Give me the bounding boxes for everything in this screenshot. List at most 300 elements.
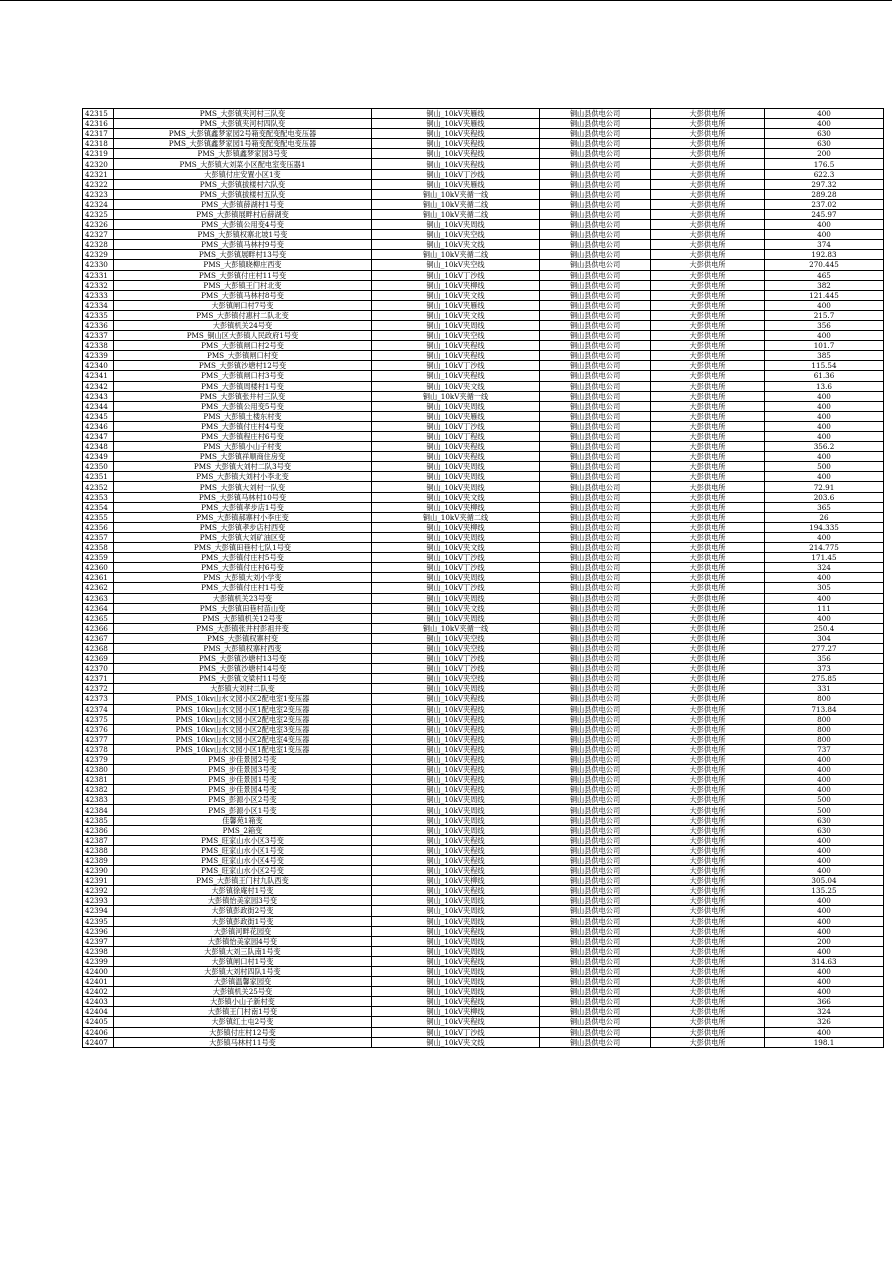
table-row — [83, 109, 884, 119]
transformer-name-cell: PMS_大彭镇孝步店1号变 — [114, 502, 372, 512]
company-cell: 铜山县供电公司 — [540, 876, 651, 886]
station-cell: 大彭供电所 — [651, 563, 765, 573]
station-cell: 大彭供电所 — [651, 260, 765, 270]
capacity-cell: 245.97 — [765, 209, 884, 219]
capacity-cell: 200 — [765, 149, 884, 159]
company-cell: 铜山县供电公司 — [540, 563, 651, 573]
transformer-name-cell: PMS_铜山区大彭镇人民政府1号变 — [114, 331, 372, 341]
line-name-cell: 铜山_10kV夹柳线 — [372, 522, 540, 532]
company-cell: 铜山县供电公司 — [540, 845, 651, 855]
table-row — [83, 906, 884, 916]
station-cell: 大彭供电所 — [651, 220, 765, 230]
transformer-name-cell: PMS_大彭镇沙塘村12号变 — [114, 361, 372, 371]
transformer-name-cell: PMS_大彭镇付庄村4号变 — [114, 421, 372, 431]
transformer-name-cell: PMS_大彭镇祥顺商住房变 — [114, 452, 372, 462]
transformer-name-cell: PMS_大彭镇沙塘村13号变 — [114, 654, 372, 664]
company-cell: 铜山县供电公司 — [540, 775, 651, 785]
line-name-cell: 铜山_10kV夹空线 — [372, 230, 540, 240]
company-cell: 铜山县供电公司 — [540, 674, 651, 684]
table-row — [83, 623, 884, 633]
line-name-cell: 铜山_10kV夹循一线 — [372, 391, 540, 401]
company-cell: 铜山县供电公司 — [540, 714, 651, 724]
capacity-cell: 72.91 — [765, 482, 884, 492]
station-cell: 大彭供电所 — [651, 613, 765, 623]
capacity-cell: 800 — [765, 724, 884, 734]
station-cell: 大彭供电所 — [651, 401, 765, 411]
transformer-name-cell: PMS_大彭镇田巷村七队1号变 — [114, 543, 372, 553]
line-name-cell: 铜山_10kV夹程线 — [372, 159, 540, 169]
capacity-cell: 366 — [765, 997, 884, 1007]
station-cell: 大彭供电所 — [651, 704, 765, 714]
transformer-name-cell: 大彭镇红土屯2号变 — [114, 1017, 372, 1027]
row-id-cell: 42373 — [83, 694, 114, 704]
table-row — [83, 421, 884, 431]
station-cell: 大彭供电所 — [651, 573, 765, 583]
line-name-cell: 铜山_10kV夹程线 — [372, 744, 540, 754]
capacity-cell: 400 — [765, 906, 884, 916]
table-row — [83, 916, 884, 926]
company-cell: 铜山县供电公司 — [540, 825, 651, 835]
row-id-cell: 42405 — [83, 1017, 114, 1027]
row-id-cell: 42352 — [83, 482, 114, 492]
capacity-cell: 356 — [765, 654, 884, 664]
line-name-cell: 铜山_10kV丁沙线 — [372, 421, 540, 431]
transformer-name-cell: 大彭镇怡美家园4号变 — [114, 936, 372, 946]
table-row — [83, 320, 884, 330]
station-cell: 大彭供电所 — [651, 886, 765, 896]
table-row — [83, 391, 884, 401]
transformer-name-cell: PMS_大彭镇沙塘村14号变 — [114, 664, 372, 674]
row-id-cell: 42406 — [83, 1027, 114, 1037]
capacity-cell: 400 — [765, 987, 884, 997]
transformer-name-cell: PMS_大彭镇马林村8号变 — [114, 290, 372, 300]
capacity-cell: 800 — [765, 734, 884, 744]
company-cell: 铜山县供电公司 — [540, 401, 651, 411]
capacity-cell: 400 — [765, 573, 884, 583]
table-row — [83, 371, 884, 381]
line-name-cell: 铜山_10kV夹程线 — [372, 835, 540, 845]
transformer-name-cell: PMS_大彭镇田巷村苗山变 — [114, 603, 372, 613]
transformer-name-cell: PMS_大彭镇权寨村变 — [114, 633, 372, 643]
line-name-cell: 铜山_10kV夹循二线 — [372, 199, 540, 209]
capacity-cell: 215.7 — [765, 310, 884, 320]
row-id-cell: 42362 — [83, 583, 114, 593]
transformer-name-cell: PMS_大彭镇马林村9号变 — [114, 240, 372, 250]
station-cell: 大彭供电所 — [651, 785, 765, 795]
table-row — [83, 462, 884, 472]
row-id-cell: 42361 — [83, 573, 114, 583]
table-row — [83, 805, 884, 815]
station-cell: 大彭供电所 — [651, 1027, 765, 1037]
table-row — [83, 1017, 884, 1027]
line-name-cell: 铜山_10kV夹空线 — [372, 331, 540, 341]
transformer-name-cell: 大彭镇机关23号变 — [114, 593, 372, 603]
station-cell: 大彭供电所 — [651, 916, 765, 926]
line-name-cell: 铜山_10kV夹周线 — [372, 532, 540, 542]
station-cell: 大彭供电所 — [651, 845, 765, 855]
row-id-cell: 42397 — [83, 936, 114, 946]
company-cell: 铜山县供电公司 — [540, 421, 651, 431]
capacity-cell: 400 — [765, 896, 884, 906]
company-cell: 铜山县供电公司 — [540, 532, 651, 542]
row-id-cell: 42337 — [83, 331, 114, 341]
transformer-name-cell: PMS_大彭镇大刘村小李北变 — [114, 472, 372, 482]
station-cell: 大彭供电所 — [651, 906, 765, 916]
company-cell: 铜山县供电公司 — [540, 664, 651, 674]
company-cell: 铜山县供电公司 — [540, 815, 651, 825]
station-cell: 大彭供电所 — [651, 280, 765, 290]
line-name-cell: 铜山_10kV丁沙线 — [372, 361, 540, 371]
company-cell: 铜山县供电公司 — [540, 633, 651, 643]
station-cell: 大彭供电所 — [651, 512, 765, 522]
line-name-cell: 铜山_10kV夹空线 — [372, 674, 540, 684]
transformer-name-cell: 大彭镇河畔花园变 — [114, 926, 372, 936]
station-cell: 大彭供电所 — [651, 320, 765, 330]
row-id-cell: 42333 — [83, 290, 114, 300]
station-cell: 大彭供电所 — [651, 1017, 765, 1027]
line-name-cell: 铜山_10kV夹文线 — [372, 543, 540, 553]
capacity-cell: 277.27 — [765, 643, 884, 653]
capacity-cell: 385 — [765, 351, 884, 361]
capacity-cell: 400 — [765, 835, 884, 845]
table-row — [83, 159, 884, 169]
line-name-cell: 铜山_10kV夹程线 — [372, 351, 540, 361]
station-cell: 大彭供电所 — [651, 603, 765, 613]
line-name-cell: 铜山_10kV夹循一线 — [372, 189, 540, 199]
row-id-cell: 42326 — [83, 220, 114, 230]
table-row — [83, 825, 884, 835]
table-row — [83, 199, 884, 209]
transformer-name-cell: PMS_10kv山水文园小区2配电室3变压器 — [114, 724, 372, 734]
company-cell: 铜山县供电公司 — [540, 341, 651, 351]
table-row — [83, 230, 884, 240]
company-cell: 铜山县供电公司 — [540, 391, 651, 401]
capacity-cell: 630 — [765, 815, 884, 825]
row-id-cell: 42348 — [83, 442, 114, 452]
transformer-name-cell: 大彭镇闸口村7号变 — [114, 300, 372, 310]
table-row — [83, 1027, 884, 1037]
row-id-cell: 42364 — [83, 603, 114, 613]
capacity-cell: 331 — [765, 684, 884, 694]
company-cell: 铜山县供电公司 — [540, 744, 651, 754]
station-cell: 大彭供电所 — [651, 583, 765, 593]
line-name-cell: 铜山_10kV夹程线 — [372, 956, 540, 966]
line-name-cell: 铜山_10kV夹文线 — [372, 310, 540, 320]
table-row — [83, 129, 884, 139]
company-cell: 铜山县供电公司 — [540, 765, 651, 775]
capacity-cell: 275.85 — [765, 674, 884, 684]
line-name-cell: 铜山_10kV夹周线 — [372, 805, 540, 815]
station-cell: 大彭供电所 — [651, 633, 765, 643]
row-id-cell: 42346 — [83, 421, 114, 431]
table-row — [83, 139, 884, 149]
station-cell: 大彭供电所 — [651, 432, 765, 442]
capacity-cell: 400 — [765, 866, 884, 876]
table-row — [83, 220, 884, 230]
table-row — [83, 290, 884, 300]
capacity-cell: 800 — [765, 714, 884, 724]
transformer-name-cell: PMS_大彭镇付惠村二队北变 — [114, 310, 372, 320]
line-name-cell: 铜山_10kV夹程线 — [372, 129, 540, 139]
company-cell: 铜山县供电公司 — [540, 694, 651, 704]
line-name-cell: 铜山_10kV夹循二线 — [372, 209, 540, 219]
table-row — [83, 855, 884, 865]
table-row — [83, 351, 884, 361]
line-name-cell: 铜山_10kV夹循一线 — [372, 623, 540, 633]
line-name-cell: 铜山_10kV夹文线 — [372, 381, 540, 391]
company-cell: 铜山县供电公司 — [540, 926, 651, 936]
row-id-cell: 42383 — [83, 795, 114, 805]
transformer-name-cell: PMS_大彭镇付庄村1号变 — [114, 583, 372, 593]
transformer-name-cell: PMS_大彭镇拔楼村五队变 — [114, 189, 372, 199]
table-row — [83, 643, 884, 653]
company-cell: 铜山县供电公司 — [540, 512, 651, 522]
line-name-cell: 铜山_10kV丁沙线 — [372, 654, 540, 664]
row-id-cell: 42365 — [83, 613, 114, 623]
table-row — [83, 512, 884, 522]
row-id-cell: 42371 — [83, 674, 114, 684]
station-cell: 大彭供电所 — [651, 502, 765, 512]
capacity-cell: 305.04 — [765, 876, 884, 886]
capacity-cell: 61.36 — [765, 371, 884, 381]
company-cell: 铜山县供电公司 — [540, 1017, 651, 1027]
company-cell: 铜山县供电公司 — [540, 805, 651, 815]
line-name-cell: 铜山_10kV夹周线 — [372, 936, 540, 946]
row-id-cell: 42395 — [83, 916, 114, 926]
company-cell: 铜山县供电公司 — [540, 230, 651, 240]
company-cell: 铜山县供电公司 — [540, 331, 651, 341]
table-row — [83, 209, 884, 219]
station-cell: 大彭供电所 — [651, 452, 765, 462]
company-cell: 铜山县供电公司 — [540, 704, 651, 714]
row-id-cell: 42358 — [83, 543, 114, 553]
transformer-name-cell: PMS_大彭镇张井村彭祖井变 — [114, 623, 372, 633]
transformer-name-cell: PMS_大彭镇马林村10号变 — [114, 492, 372, 502]
company-cell: 铜山县供电公司 — [540, 432, 651, 442]
station-cell: 大彭供电所 — [651, 936, 765, 946]
table-row — [83, 250, 884, 260]
company-cell: 铜山县供电公司 — [540, 139, 651, 149]
row-id-cell: 42369 — [83, 654, 114, 664]
line-name-cell: 铜山_10kV夹循二线 — [372, 512, 540, 522]
capacity-cell: 400 — [765, 926, 884, 936]
capacity-cell: 400 — [765, 331, 884, 341]
station-cell: 大彭供电所 — [651, 744, 765, 754]
station-cell: 大彭供电所 — [651, 664, 765, 674]
row-id-cell: 42407 — [83, 1037, 114, 1047]
row-id-cell: 42360 — [83, 563, 114, 573]
row-id-cell: 42401 — [83, 977, 114, 987]
station-cell: 大彭供电所 — [651, 835, 765, 845]
row-id-cell: 42394 — [83, 906, 114, 916]
row-id-cell: 42402 — [83, 987, 114, 997]
row-id-cell: 42404 — [83, 1007, 114, 1017]
company-cell: 铜山县供电公司 — [540, 189, 651, 199]
station-cell: 大彭供电所 — [651, 532, 765, 542]
table-row — [83, 785, 884, 795]
row-id-cell: 42332 — [83, 280, 114, 290]
transformer-name-cell: PMS_大彭镇权寨北坡1号变 — [114, 230, 372, 240]
transformer-name-cell: 大彭镇闸口村1号变 — [114, 956, 372, 966]
capacity-cell: 194.335 — [765, 522, 884, 532]
transformer-name-cell: PMS_大彭镇机关12号变 — [114, 613, 372, 623]
table-row — [83, 169, 884, 179]
transformer-name-cell: 大彭镇大刘村四队1号变 — [114, 966, 372, 976]
row-id-cell: 42329 — [83, 250, 114, 260]
transformer-name-cell: PMS_大彭镇文梁村11号变 — [114, 674, 372, 684]
row-id-cell: 42322 — [83, 179, 114, 189]
line-name-cell: 铜山_10kV夹程线 — [372, 371, 540, 381]
transformer-name-cell: 大彭镇温馨家园变 — [114, 977, 372, 987]
company-cell: 铜山县供电公司 — [540, 654, 651, 664]
line-name-cell: 铜山_10kV丁程线 — [372, 432, 540, 442]
row-id-cell: 42370 — [83, 664, 114, 674]
company-cell: 铜山县供电公司 — [540, 240, 651, 250]
capacity-cell: 214.775 — [765, 543, 884, 553]
line-name-cell: 铜山_10kV夹周线 — [372, 573, 540, 583]
capacity-cell: 630 — [765, 825, 884, 835]
capacity-cell: 365 — [765, 502, 884, 512]
row-id-cell: 42386 — [83, 825, 114, 835]
table-row — [83, 502, 884, 512]
company-cell: 铜山县供电公司 — [540, 169, 651, 179]
table-row — [83, 442, 884, 452]
row-id-cell: 42391 — [83, 876, 114, 886]
transformer-name-cell: PMS_大彭镇付庄村6号变 — [114, 563, 372, 573]
company-cell: 铜山县供电公司 — [540, 946, 651, 956]
line-name-cell: 铜山_10kV夹程线 — [372, 1017, 540, 1027]
transformer-name-cell: PMS_大彭镇王门村九队西变 — [114, 876, 372, 886]
transformer-name-cell: PMS_旺家山水小区1号变 — [114, 845, 372, 855]
table-row — [83, 1037, 884, 1047]
transformer-name-cell: PMS_大彭镇鑫梦家园3号变 — [114, 149, 372, 159]
capacity-cell: 200 — [765, 936, 884, 946]
capacity-cell: 400 — [765, 421, 884, 431]
capacity-cell: 176.5 — [765, 159, 884, 169]
row-id-cell: 42392 — [83, 886, 114, 896]
company-cell: 铜山县供电公司 — [540, 320, 651, 330]
transformer-name-cell: 佳馨苑1箱变 — [114, 815, 372, 825]
table-body — [83, 109, 884, 1048]
row-id-cell: 42316 — [83, 119, 114, 129]
capacity-cell: 500 — [765, 462, 884, 472]
line-name-cell: 铜山_10kV夹周线 — [372, 825, 540, 835]
transformer-name-cell: PMS_大彭镇周楼村1号变 — [114, 381, 372, 391]
line-name-cell: 铜山_10kV夹周线 — [372, 966, 540, 976]
station-cell: 大彭供电所 — [651, 956, 765, 966]
table-row — [83, 482, 884, 492]
transformer-name-cell: PMS_大彭镇孝步店村西变 — [114, 522, 372, 532]
table-row — [83, 593, 884, 603]
line-name-cell: 铜山_10kV夹周线 — [372, 593, 540, 603]
transformer-name-cell: PMS_旺家山水小区2号变 — [114, 866, 372, 876]
capacity-cell: 324 — [765, 1007, 884, 1017]
line-name-cell: 铜山_10kV夹周线 — [372, 220, 540, 230]
row-id-cell: 42349 — [83, 452, 114, 462]
transformer-name-cell: PMS_大彭镇夹河村三队变 — [114, 109, 372, 119]
row-id-cell: 42400 — [83, 966, 114, 976]
capacity-cell: 111 — [765, 603, 884, 613]
table-row — [83, 522, 884, 532]
line-name-cell: 铜山_10kV夹雁线 — [372, 109, 540, 119]
station-cell: 大彭供电所 — [651, 734, 765, 744]
station-cell: 大彭供电所 — [651, 361, 765, 371]
capacity-cell: 500 — [765, 795, 884, 805]
capacity-cell: 400 — [765, 855, 884, 865]
line-name-cell: 铜山_10kV夹雁线 — [372, 411, 540, 421]
capacity-cell: 374 — [765, 240, 884, 250]
table-row — [83, 411, 884, 421]
company-cell: 铜山县供电公司 — [540, 593, 651, 603]
table-row — [83, 704, 884, 714]
line-name-cell: 铜山_10kV夹程线 — [372, 785, 540, 795]
table-row — [83, 926, 884, 936]
table-row — [83, 987, 884, 997]
line-name-cell: 铜山_10kV夹周线 — [372, 401, 540, 411]
table-row — [83, 613, 884, 623]
company-cell: 铜山县供电公司 — [540, 482, 651, 492]
line-name-cell: 铜山_10kV夹程线 — [372, 139, 540, 149]
line-name-cell: 铜山_10kV夹程线 — [372, 442, 540, 452]
station-cell: 大彭供电所 — [651, 977, 765, 987]
capacity-cell: 400 — [765, 432, 884, 442]
line-name-cell: 铜山_10kV夹周线 — [372, 906, 540, 916]
row-id-cell: 42377 — [83, 734, 114, 744]
capacity-cell: 13.6 — [765, 381, 884, 391]
transformer-name-cell: 大彭镇王门村南1号变 — [114, 1007, 372, 1017]
table-row — [83, 775, 884, 785]
transformer-table — [82, 108, 884, 1048]
station-cell: 大彭供电所 — [651, 896, 765, 906]
transformer-name-cell: PMS_大彭镇付庄村11号变 — [114, 270, 372, 280]
company-cell: 铜山县供电公司 — [540, 643, 651, 653]
line-name-cell: 铜山_10kV夹程线 — [372, 704, 540, 714]
row-id-cell: 42330 — [83, 260, 114, 270]
row-id-cell: 42368 — [83, 643, 114, 653]
table-row — [83, 240, 884, 250]
table-row — [83, 956, 884, 966]
line-name-cell: 铜山_10kV夹程线 — [372, 775, 540, 785]
row-id-cell: 42357 — [83, 532, 114, 542]
table-row — [83, 553, 884, 563]
station-cell: 大彭供电所 — [651, 593, 765, 603]
page-top-border — [0, 0, 892, 1]
company-cell: 铜山县供电公司 — [540, 492, 651, 502]
company-cell: 铜山县供电公司 — [540, 371, 651, 381]
table-row — [83, 361, 884, 371]
line-name-cell: 铜山_10kV夹程线 — [372, 694, 540, 704]
line-name-cell: 铜山_10kV丁沙线 — [372, 169, 540, 179]
transformer-name-cell: PMS_大彭镇晓柳庄西变 — [114, 260, 372, 270]
line-name-cell: 铜山_10kV夹周线 — [372, 987, 540, 997]
station-cell: 大彭供电所 — [651, 179, 765, 189]
table-row — [83, 280, 884, 290]
table-row — [83, 472, 884, 482]
transformer-name-cell: PMS_大彭镇权寨村西变 — [114, 643, 372, 653]
row-id-cell: 42319 — [83, 149, 114, 159]
company-cell: 铜山县供电公司 — [540, 351, 651, 361]
row-id-cell: 42336 — [83, 320, 114, 330]
station-cell: 大彭供电所 — [651, 825, 765, 835]
station-cell: 大彭供电所 — [651, 522, 765, 532]
line-name-cell: 铜山_10kV夹周线 — [372, 795, 540, 805]
row-id-cell: 42399 — [83, 956, 114, 966]
transformer-name-cell: PMS_大彭镇鑫梦家园2号箱变配变配电变压器 — [114, 129, 372, 139]
company-cell: 铜山县供电公司 — [540, 583, 651, 593]
line-name-cell: 铜山_10kV夹文线 — [372, 1037, 540, 1047]
row-id-cell: 42318 — [83, 139, 114, 149]
station-cell: 大彭供电所 — [651, 997, 765, 1007]
